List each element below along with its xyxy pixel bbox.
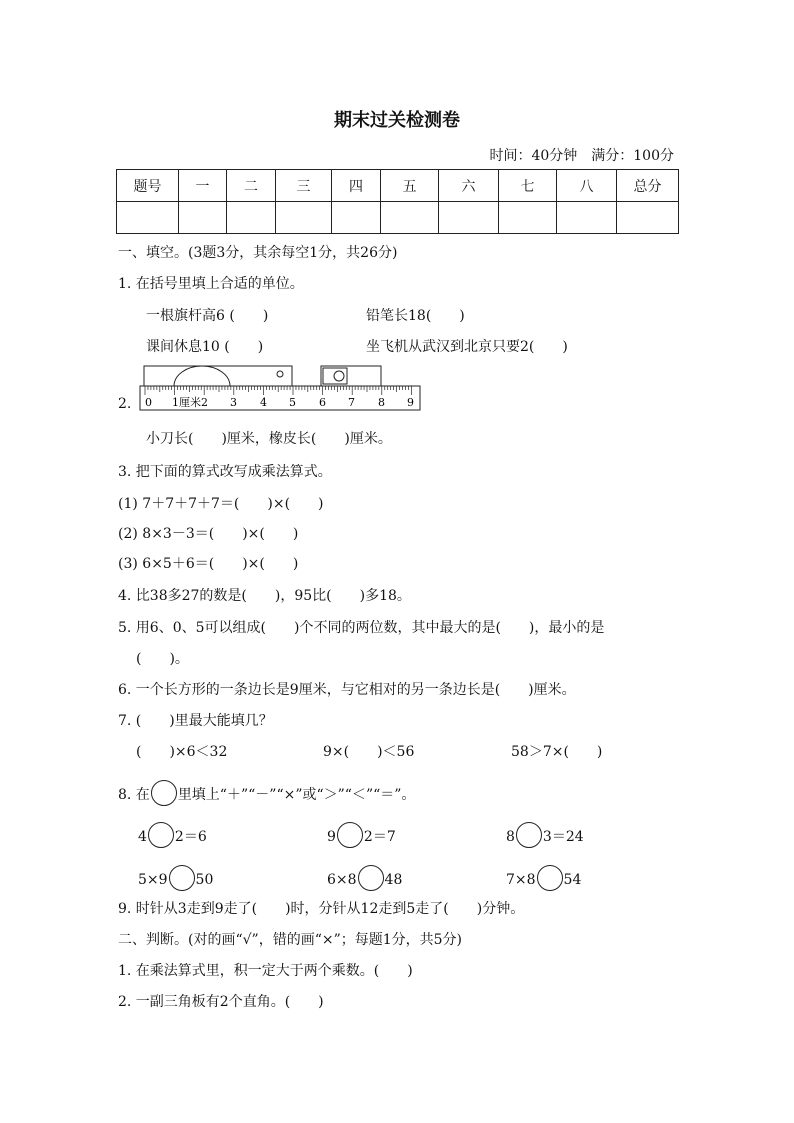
ruler-label-1-2: 1厘米2 <box>172 396 208 409</box>
ruler-label-5: 5 <box>289 396 296 409</box>
ruler-label-3: 3 <box>230 396 237 409</box>
knife-arc <box>174 366 230 386</box>
q8-stem <box>118 780 415 806</box>
score-header-cell: 八 <box>557 170 617 202</box>
q8-right: 2＝7 <box>363 829 396 845</box>
answer-circle[interactable] <box>337 822 363 848</box>
score-cell[interactable] <box>227 202 276 234</box>
answer-circle[interactable] <box>148 822 174 848</box>
q1-stem: 1. 在括号里填上合适的单位。 <box>118 276 304 292</box>
q8-item <box>506 822 584 848</box>
q3-item-1: (1) 7＋7＋7＋7＝( )×( ) <box>118 496 324 512</box>
q8-left: 8 <box>506 829 515 845</box>
eraser-sleeve <box>323 368 347 384</box>
ruler-label-7: 7 <box>348 396 355 409</box>
page-title: 期末过关检测卷 <box>334 110 460 131</box>
score-header-cell: 六 <box>439 170 499 202</box>
score-cell[interactable] <box>117 202 179 234</box>
section2-heading: 二、判断。(对的画“√”，错的画“×”；每题1分，共5分) <box>118 932 463 948</box>
ruler-figure <box>130 362 430 414</box>
q8-right: 54 <box>563 872 582 888</box>
q8-right: 2＝6 <box>174 829 207 845</box>
q1-item-d: 坐飞机从武汉到北京只要2( ) <box>366 339 568 355</box>
q8-right: 48 <box>384 872 403 888</box>
score-cell[interactable] <box>276 202 332 234</box>
q8-right: 3＝24 <box>542 829 584 845</box>
q4: 4. 比38多27的数是( )，95比( )多18。 <box>118 588 411 604</box>
score-table-header-row <box>117 170 679 202</box>
score-cell[interactable] <box>439 202 499 234</box>
q8-left: 7×8 <box>506 872 536 888</box>
q8-item <box>506 865 581 891</box>
score-header-cell: 题号 <box>117 170 179 202</box>
q7-item-b: 9×( )＜56 <box>323 744 415 760</box>
q3-stem: 3. 把下面的算式改写成乘法算式。 <box>118 464 332 480</box>
q2-number: 2. <box>118 396 132 412</box>
score-header-cell: 二 <box>227 170 276 202</box>
score-cell[interactable] <box>499 202 557 234</box>
q3-item-3: (3) 6×5＋6＝( )×( ) <box>118 556 299 572</box>
section1-heading: 一、填空。(3题3分，其余每空1分，共26分) <box>118 245 398 261</box>
q6: 6. 一个长方形的一条边长是9厘米，与它相对的另一条边长是( )厘米。 <box>118 682 576 698</box>
answer-circle[interactable] <box>169 865 195 891</box>
knife-hole <box>277 371 283 377</box>
q5-line1: 5. 用6、0、5可以组成( )个不同的两位数，其中最大的是( )，最小的是 <box>118 620 605 636</box>
q8-right: 50 <box>195 872 214 888</box>
q7-item-c: 58＞7×( ) <box>511 744 603 760</box>
eraser-body <box>321 366 381 386</box>
ruler-label-0: 0 <box>145 396 152 409</box>
q8-item <box>138 865 213 891</box>
answer-circle[interactable] <box>151 780 177 806</box>
q1-item-a: 一根旗杆高6 ( ) <box>146 308 269 324</box>
q8-stem-post: 里填上“＋”“－”“×”或“＞”“＜”“＝”。 <box>177 787 416 803</box>
exam-meta: 时间：40分钟 满分：100分 <box>489 148 674 164</box>
q8-item <box>327 865 402 891</box>
score-cell[interactable] <box>332 202 381 234</box>
q9: 9. 时针从3走到9走了( )时，分针从12走到5走了( )分钟。 <box>118 901 525 917</box>
eraser-smiley <box>334 371 344 381</box>
score-header-cell: 总分 <box>617 170 679 202</box>
score-header-cell: 三 <box>276 170 332 202</box>
q8-item <box>138 822 207 848</box>
answer-circle[interactable] <box>358 865 384 891</box>
score-table-blank-row <box>117 202 679 234</box>
score-cell[interactable] <box>179 202 227 234</box>
score-cell[interactable] <box>557 202 617 234</box>
score-header-cell: 五 <box>381 170 439 202</box>
ruler-label-9: 9 <box>407 396 414 409</box>
score-table <box>116 169 679 234</box>
q8-left: 4 <box>138 829 147 845</box>
q8-item <box>327 822 396 848</box>
q1-item-b: 铅笔长18( ) <box>366 308 465 324</box>
answer-circle[interactable] <box>516 822 542 848</box>
q7-stem: 7. ( )里最大能填几？ <box>118 713 273 729</box>
score-cell[interactable] <box>617 202 679 234</box>
score-cell[interactable] <box>381 202 439 234</box>
q8-stem-pre: 8. 在 <box>118 787 150 803</box>
q8-left: 5×9 <box>138 872 168 888</box>
score-header-cell: 七 <box>499 170 557 202</box>
q3-item-2: (2) 8×3－3＝( )×( ) <box>118 526 299 542</box>
ruler-label-8: 8 <box>378 396 385 409</box>
score-header-cell: 四 <box>332 170 381 202</box>
q2-answer: 小刀长( )厘米，橡皮长( )厘米。 <box>146 431 392 447</box>
s2-q2: 2. 一副三角板有2个直角。( ) <box>118 994 324 1010</box>
q8-left: 6×8 <box>327 872 357 888</box>
ruler-label-4: 4 <box>260 396 267 409</box>
q7-item-a: ( )×6＜32 <box>136 744 228 760</box>
q8-left: 9 <box>327 829 336 845</box>
s2-q1: 1. 在乘法算式里，积一定大于两个乘数。( ) <box>118 963 413 979</box>
score-header-cell: 一 <box>179 170 227 202</box>
answer-circle[interactable] <box>537 865 563 891</box>
ruler-label-6: 6 <box>319 396 326 409</box>
q5-line2: ( )。 <box>136 651 189 667</box>
q1-item-c: 课间休息10 ( ) <box>146 339 264 355</box>
